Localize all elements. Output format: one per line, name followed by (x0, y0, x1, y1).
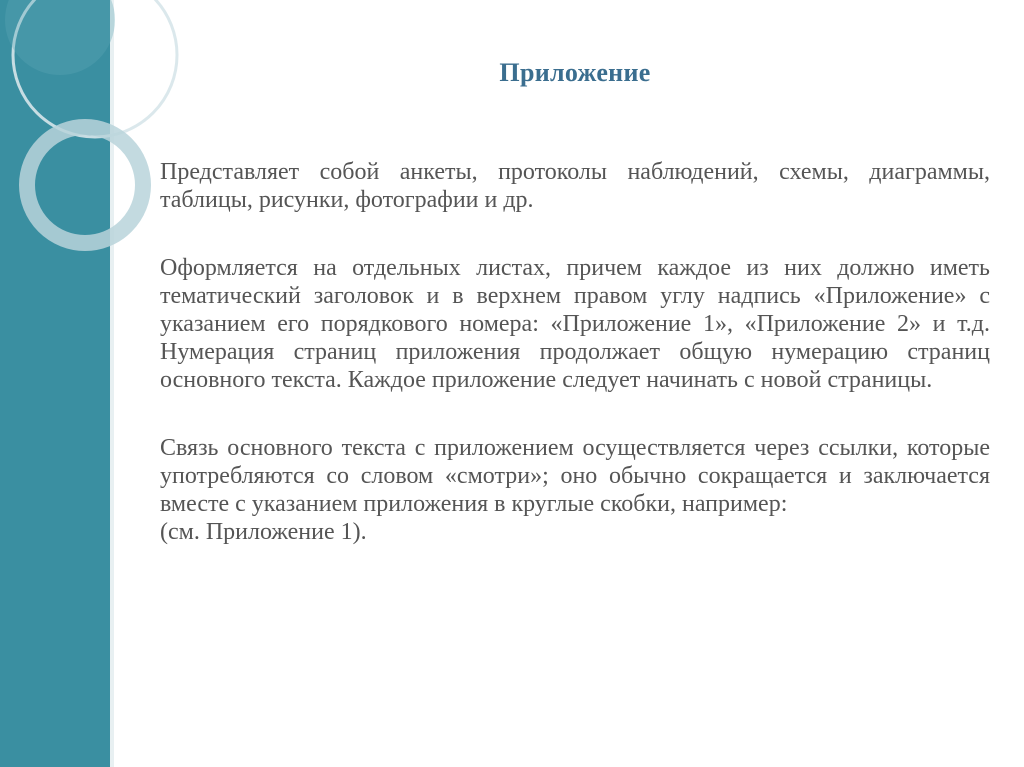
paragraph-3 (160, 434, 990, 546)
paragraph-3-last-line: (см. Приложение 1). (160, 519, 367, 545)
paragraph-3-text: Связь основного текста с приложением осуществляется через ссылки, которые употребляются со словом «смотри»; оно обычно сокращается и заключается вместе с указанием приложения в круглые скобки, например: (160, 435, 990, 517)
paragraph-2: Оформляется на отдельных листах, причем каждое из них должно иметь тематический заголовок и в верхнем правом углу надпись «Приложение» с указанием его порядкового номера: «Приложение 1», «Приложение 2» и т.д. Нумерация страниц приложения продолжает общую нумерацию страниц основного текста. Каждое приложение следует начинать с новой страницы. (160, 255, 990, 393)
sidebar-divider (110, 0, 114, 767)
sidebar-band (0, 0, 110, 767)
slide-body (160, 158, 990, 546)
slide-title: Приложение (499, 58, 651, 87)
paragraph-1: Представляет собой анкеты, протоколы наблюдений, схемы, диаграммы, таблицы, рисунки, фотографии и др. (160, 159, 990, 213)
